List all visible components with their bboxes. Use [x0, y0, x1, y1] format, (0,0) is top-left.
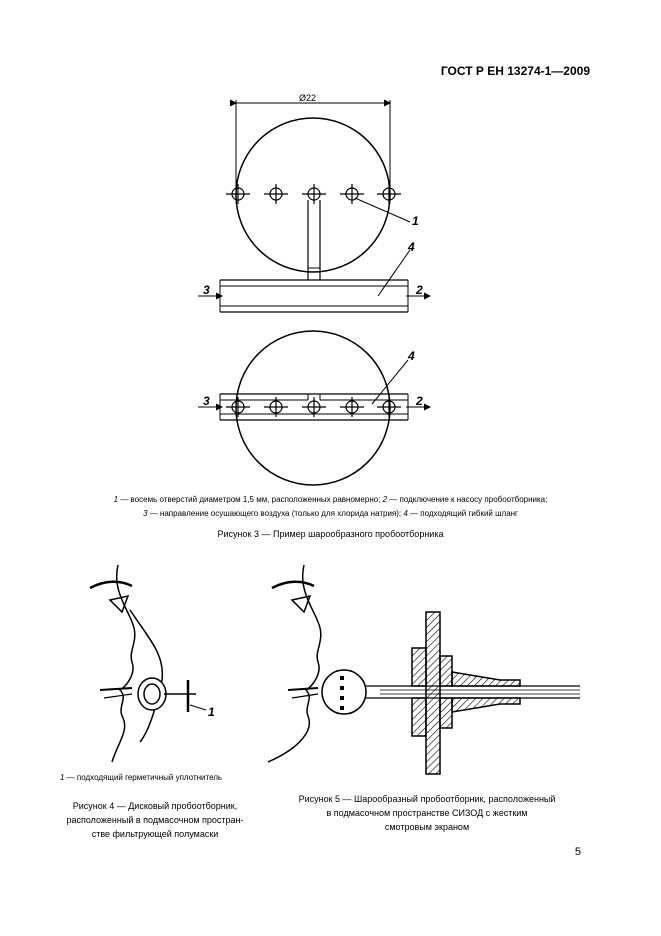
figure-5-caption: Рисунок 5 — Шарообразный пробоотборник, расположенный в подмасочном пространстве СИЗОД с жестким смотровым экраном	[298, 794, 556, 832]
page-number: 5	[574, 846, 581, 858]
callout-2: 2	[416, 283, 423, 297]
figure-3-legend-line-1: 1 — восемь отверстий диаметром 1,5 мм, расположенных равномерно; 2 — подключение к насосу пробоотборника;	[113, 495, 548, 504]
callout-1: 1	[412, 214, 419, 228]
figure-4-legend: 1 — подходящий герметичный уплотнитель	[60, 773, 223, 782]
figure-5-drawing	[268, 565, 580, 774]
callout-3-lower: 3	[203, 394, 210, 408]
figure-4-drawing	[90, 565, 206, 762]
figure-3-caption: Рисунок 3 — Пример шарообразного пробоотборника	[217, 529, 444, 539]
callout-3: 3	[203, 283, 210, 297]
callout-2-lower: 2	[416, 394, 423, 408]
sphere-side-view	[198, 331, 430, 485]
figure-3-legend-line-2: 3 — направление осушающего воздуха (только для хлорида натрия); 4 — подходящий гибкий шланг	[143, 509, 518, 518]
dimension-label: Ø22	[299, 93, 317, 103]
callout-4: 4	[408, 240, 415, 254]
sphere-top-view	[198, 100, 430, 312]
document-header: ГОСТ Р ЕН 13274-1—2009	[440, 64, 590, 78]
callout-4-lower: 4	[408, 349, 415, 363]
figure-4-callout: 1	[208, 705, 215, 719]
figure-4-caption: Рисунок 4 — Дисковый пробоотборник, расположенный в подмасочном простран- стве фильтрующей полумаски	[66, 801, 244, 839]
